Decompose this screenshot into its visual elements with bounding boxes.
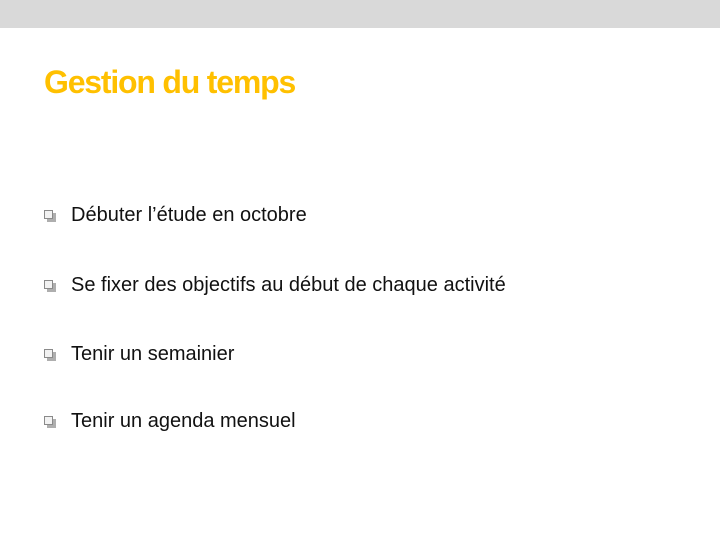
bullet-item (44, 339, 234, 369)
bullet-item (44, 270, 506, 300)
square-bullet-icon (44, 210, 56, 222)
slide-title: Gestion du temps (44, 64, 296, 100)
square-bullet-icon (44, 349, 56, 361)
bullet-text: Tenir un agenda mensuel (71, 410, 296, 432)
bullet-item (44, 406, 296, 436)
bullet-text: Se fixer des objectifs au début de chaque activité (71, 274, 506, 296)
bullet-text: Débuter l’étude en octobre (71, 204, 307, 226)
bullet-text: Tenir un semainier (71, 343, 235, 365)
square-bullet-icon (44, 280, 56, 292)
bullet-item (44, 200, 307, 230)
slide-top-bar (0, 0, 720, 28)
square-bullet-icon (44, 416, 56, 428)
